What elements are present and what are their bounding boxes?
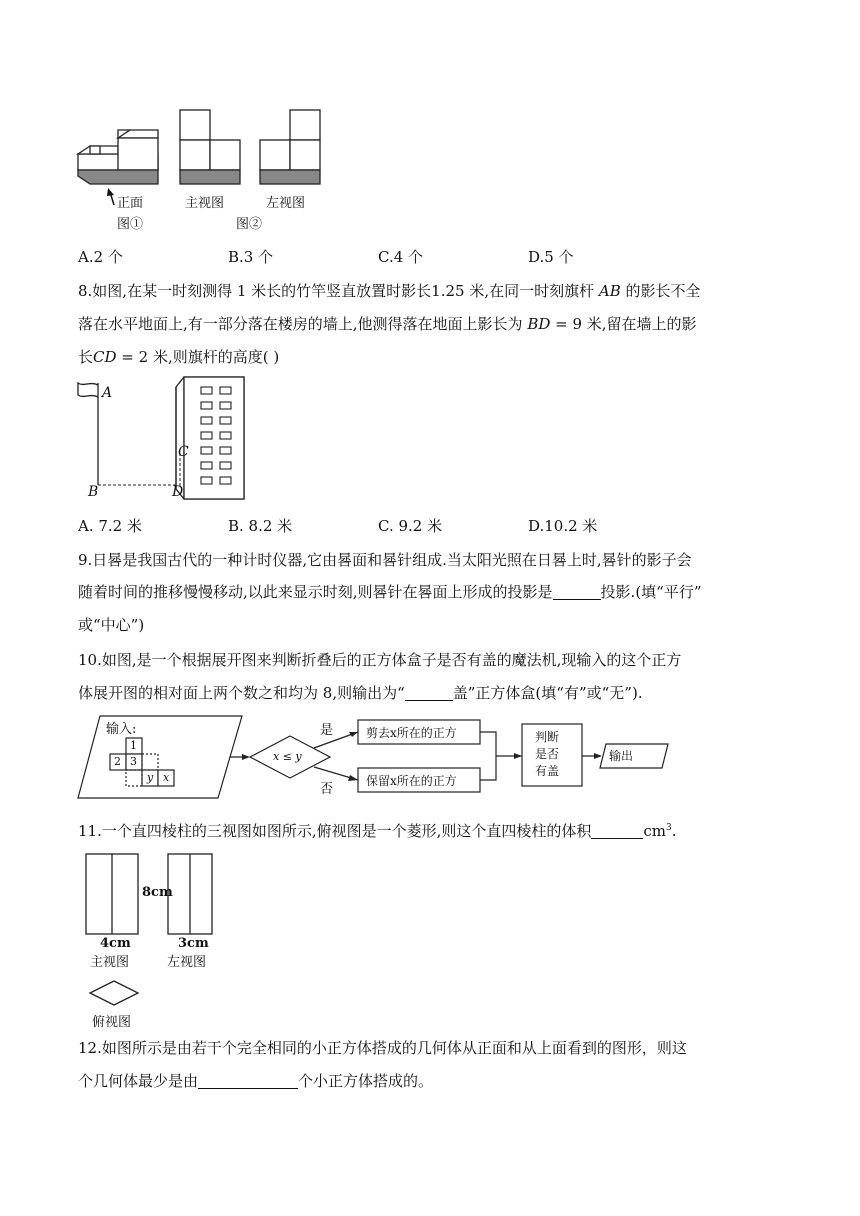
q10-no-label: 否	[320, 782, 334, 797]
q12-line-1: 12.如图所示是由若干个完全相同的小正方体搭成的几何体从正面和从上面看到的图形，则这	[78, 1039, 687, 1057]
q10-cell-1: 1	[130, 739, 137, 752]
q11-answer-blank[interactable]	[591, 822, 643, 839]
q10-cell-2: 2	[114, 755, 121, 768]
q10-yes-label: 是	[320, 723, 334, 738]
q12-line-2: 个几何体最少是由 个小正方体搭成的。	[78, 1072, 434, 1090]
q10-condition: x ≤ y	[273, 750, 302, 763]
rhombus-top-view	[90, 981, 138, 1005]
q10-judge-line2: 是否	[535, 747, 560, 761]
q10-answer-blank[interactable]	[405, 684, 453, 701]
q7-main-view	[180, 110, 240, 184]
q10-cell-3: 3	[130, 755, 137, 768]
q7-fig2-caption: 图②	[236, 217, 263, 232]
q9-line-3: 或“中心”)	[78, 616, 145, 634]
q7-option-d[interactable]: D.5 个	[528, 248, 574, 266]
q11-left-view-label: 左视图	[167, 955, 207, 970]
q12-answer-blank[interactable]	[198, 1072, 298, 1089]
q9-line-1: 9.日晷是我国古代的一种计时仪器,它由晷面和晷针组成.当太阳光照在日晷上时,晷针的影子会	[78, 551, 692, 569]
q8-line-1: 8.如图,在某一时刻测得 1 米长的竹竿竖直放置时影长1.25 米,在同一时刻旗杆 AB 的影长不全	[78, 282, 701, 300]
q7-left-view	[260, 110, 320, 184]
front-arrow-icon	[107, 188, 114, 205]
q10-judge-line1: 判断	[535, 730, 560, 744]
q10-box-keep: 保留x所在的正方	[366, 774, 457, 788]
q8-option-a[interactable]: A. 7.2 米	[78, 517, 142, 535]
q7-front-label: 正面	[117, 196, 144, 211]
q11-height-label: 8cm	[142, 885, 173, 900]
q10-cell-y: y	[147, 771, 154, 784]
q7-option-b[interactable]: B.3 个	[228, 248, 274, 266]
q8-line-2: 落在水平地面上,有一部分落在楼房的墙上,他测得落在地面上影长为 BD = 9 米,留在墙上的影	[78, 315, 697, 333]
q10-judge-line3: 有盖	[535, 764, 560, 778]
q9-line-2: 随着时间的推移慢慢移动,以此来显示时刻,则晷针在晷面上形成的投影是 投影.(填“平行”	[78, 583, 702, 601]
q11-main-width: 4cm	[100, 936, 131, 951]
q9-answer-blank[interactable]	[553, 583, 601, 600]
q10-line-2: 体展开图的相对面上两个数之和均为 8,则输出为“ 盖”正方体盒(填“有”或“无”).	[78, 684, 643, 702]
q8-option-d[interactable]: D.10.2 米	[528, 517, 598, 535]
q7-solid-3d	[78, 130, 158, 184]
q10-line-1: 10.如图,是一个根据展开图来判断折叠后的正方体盒子是否有盖的魔法机,现输入的这个正方	[78, 651, 682, 669]
q11-top-view-label: 俯视图	[92, 1015, 132, 1030]
q8-label-d: D	[172, 484, 184, 500]
q11-figure	[84, 852, 224, 1012]
q8-figure	[70, 375, 260, 505]
flag-icon	[78, 383, 98, 485]
q8-line-3: 长CD = 2 米,则旗杆的高度( )	[78, 348, 280, 366]
q7-fig1-caption: 图①	[117, 217, 144, 232]
q10-box-cut: 剪去x所在的正方	[366, 726, 457, 740]
q8-label-b: B	[88, 484, 99, 500]
q10-input-label: 输入:	[106, 722, 137, 737]
q7-figure	[70, 100, 350, 235]
q10-cell-x: x	[163, 771, 170, 784]
q11-left-width: 3cm	[178, 936, 209, 951]
q11-main-view-label: 主视图	[90, 955, 130, 970]
q8-option-b[interactable]: B. 8.2 米	[228, 517, 293, 535]
q8-label-a: A	[102, 385, 113, 401]
q7-option-a[interactable]: A.2 个	[78, 248, 123, 266]
q11-line: 11.一个直四棱柱的三视图如图所示,俯视图是一个菱形,则这个直四棱柱的体积 $cm^3$.	[78, 822, 677, 840]
q7-option-c[interactable]: C.4 个	[378, 248, 424, 266]
q7-left-view-label: 左视图	[266, 196, 306, 211]
q7-main-view-label: 主视图	[185, 196, 225, 211]
q8-option-c[interactable]: C. 9.2 米	[378, 517, 443, 535]
q10-output-label: 输出	[609, 749, 634, 763]
q8-label-c: C	[178, 444, 189, 460]
